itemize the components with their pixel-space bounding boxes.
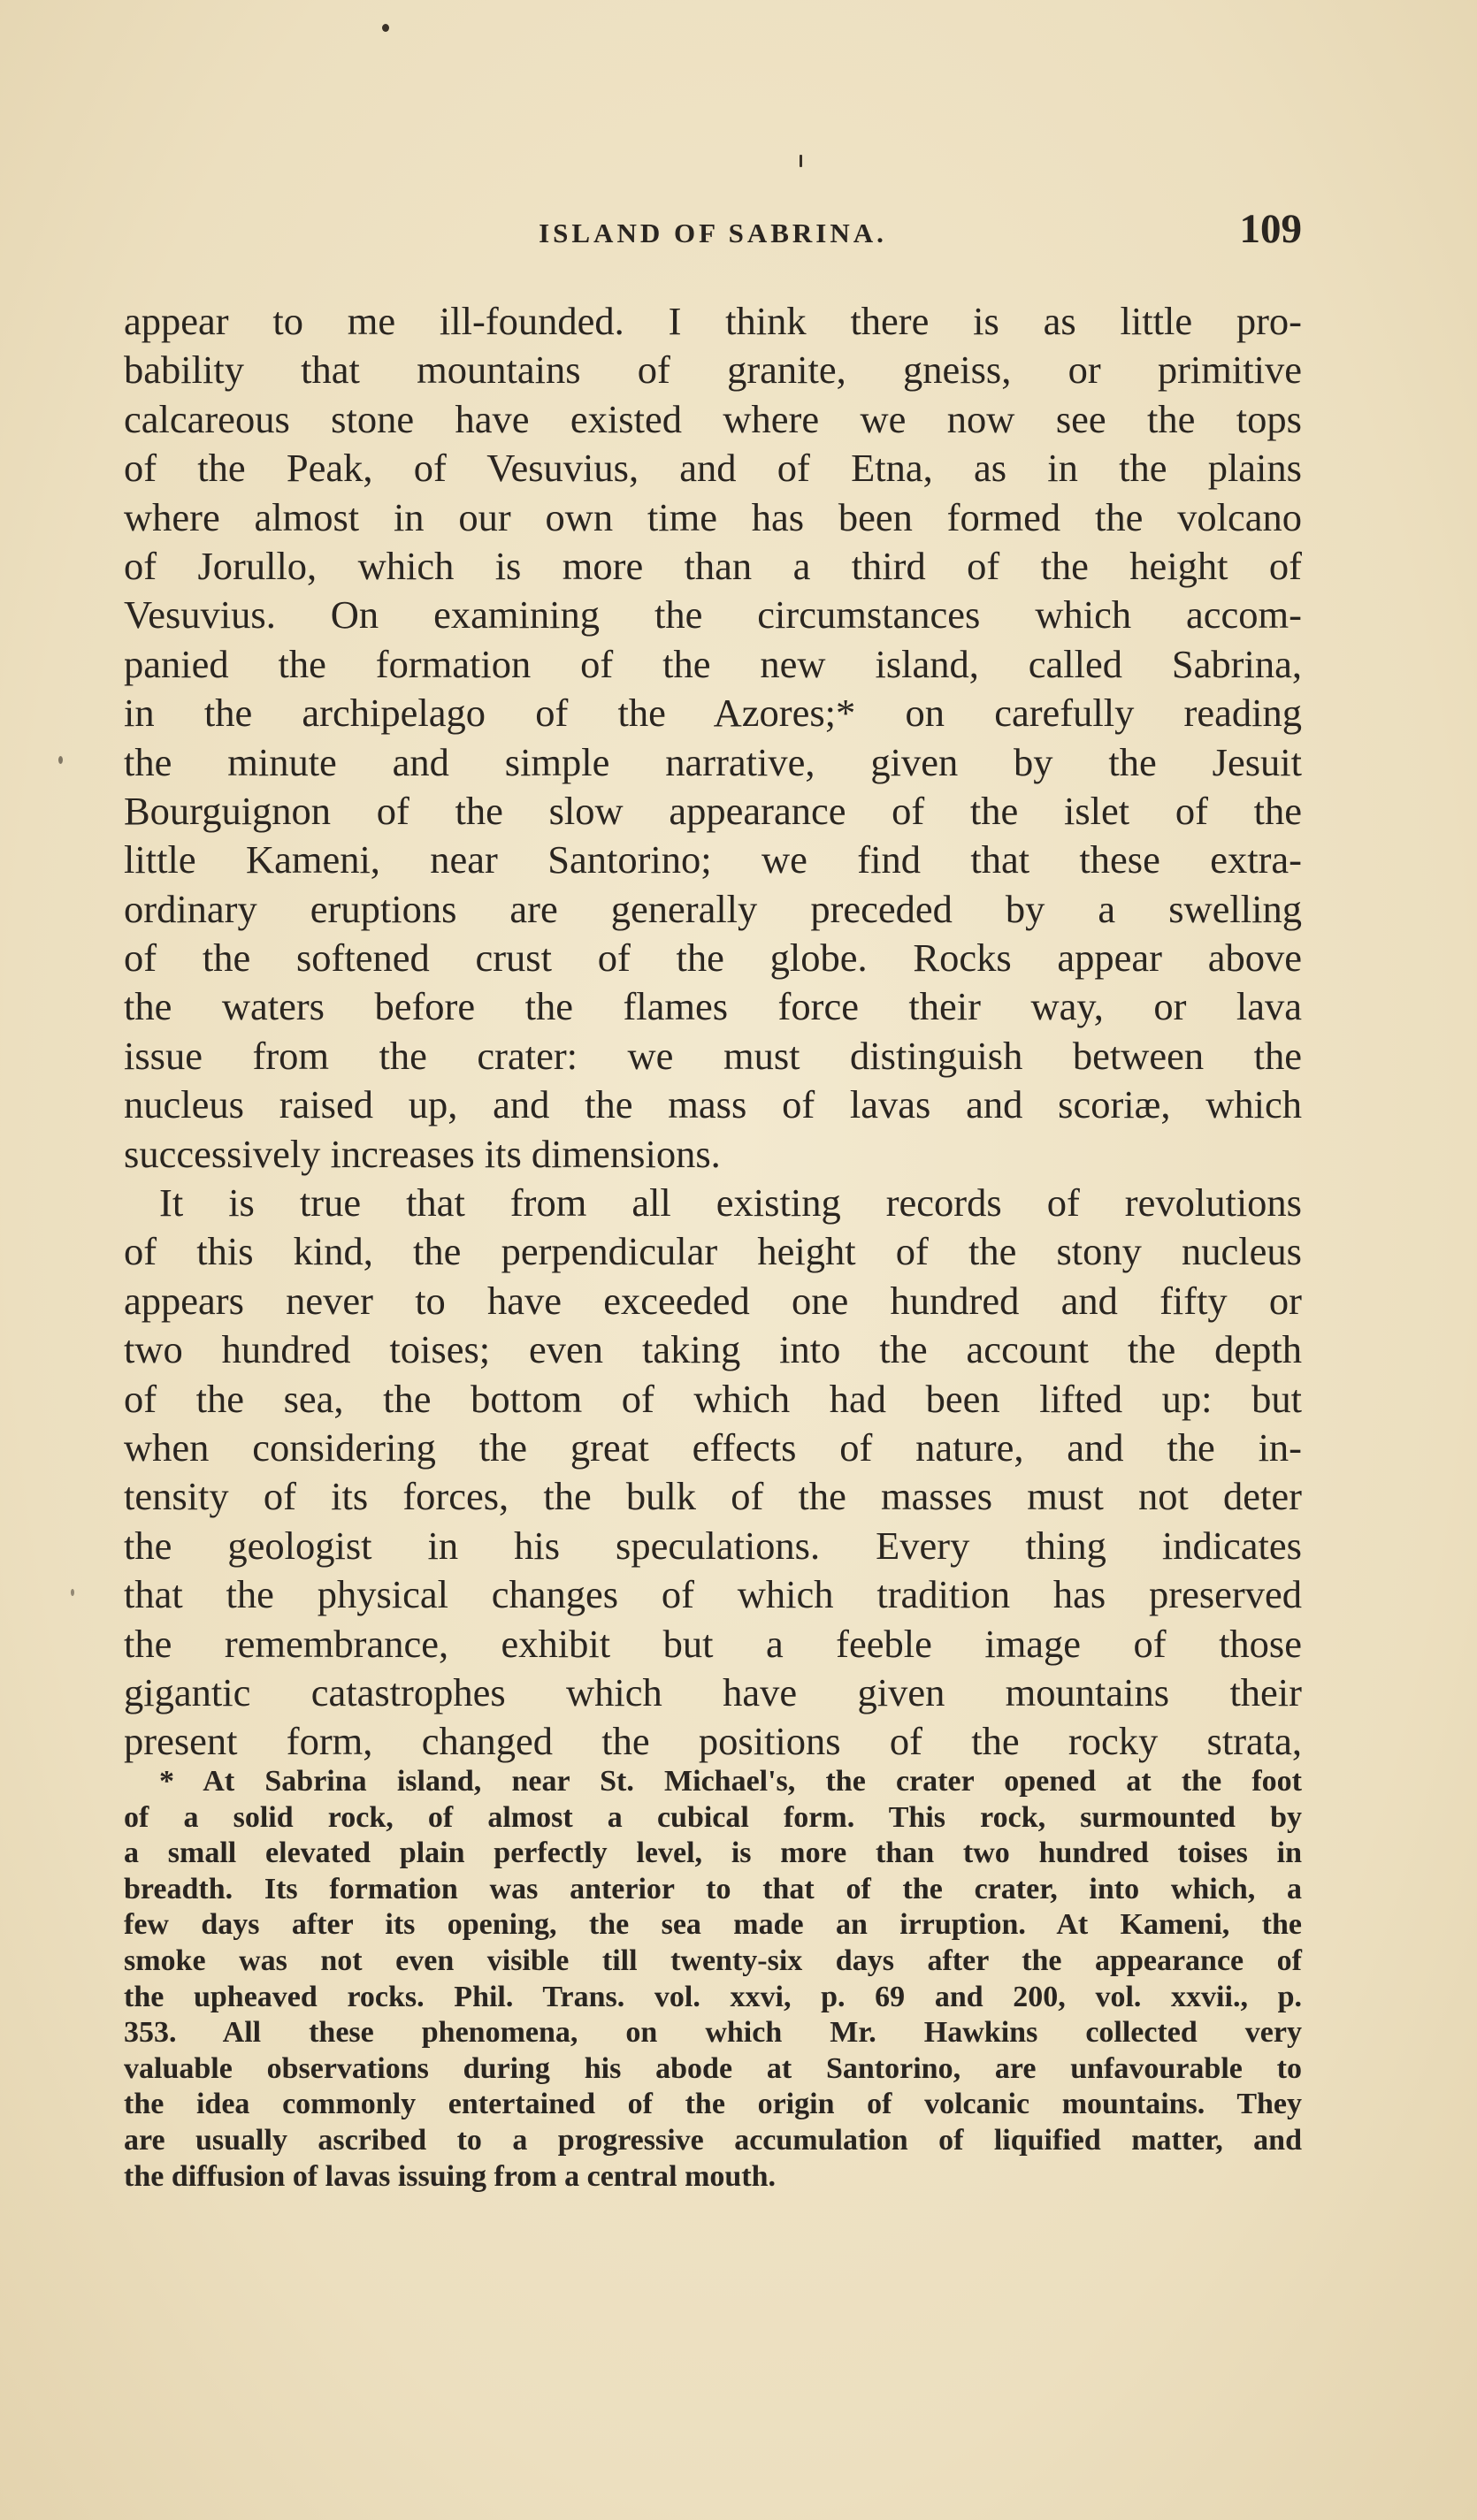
body-line: when considering the great effects of nature, and the in- (124, 1424, 1302, 1470)
body-line: that the physical changes of which tradition has preserved (124, 1572, 1302, 1617)
body-line: the remembrance, exhibit but a feeble image of those (124, 1621, 1302, 1666)
body-line: in the archipelago of the Azores;* on carefully reading (124, 691, 1302, 736)
body-line: panied the formation of the new island, called Sabrina, (124, 641, 1302, 686)
footnote-line: of a solid rock, of almost a cubical form. This rock, surmounted by (124, 1800, 1302, 1834)
body-line: of the softened crust of the globe. Rocks appear above (124, 935, 1302, 981)
body-line: two hundred toises; even taking into the account the depth (124, 1327, 1302, 1372)
ink-speck (58, 756, 63, 764)
footnote (124, 1764, 1302, 2195)
body-line: of the Peak, of Vesuvius, and of Etna, as in the plains (124, 446, 1302, 491)
footnote-line: are usually ascribed to a progressive accumulation of liquified matter, and (124, 2123, 1302, 2157)
body-line: the waters before the flames force their way, or lava (124, 984, 1302, 1029)
page-number: 109 (1239, 206, 1302, 252)
body-line: ordinary eruptions are generally preceded by a swelling (124, 886, 1302, 931)
footnote-line: the idea commonly entertained of the origin of volcanic mountains. They (124, 2088, 1302, 2121)
body-line: of this kind, the perpendicular height of the stony nucleus (124, 1229, 1302, 1274)
footnote-line: breadth. Its formation was anterior to that of the crater, into which, a (124, 1872, 1302, 1905)
ink-speck (71, 1589, 74, 1596)
body-line: present form, changed the positions of the rocky strata, (124, 1719, 1302, 1764)
body-line: appear to me ill-founded. I think there is as little pro- (124, 299, 1302, 343)
footnote-line: valuable observations during his abode at Santorino, are unfavourable to (124, 2051, 1302, 2085)
ink-speck (382, 24, 389, 32)
body-text (124, 297, 1302, 1767)
body-line: It is true that from all existing records of revolutions (159, 1180, 1302, 1226)
footnote-line: the upheaved rocks. Phil. Trans. vol. xxvi, p. 69 and 200, vol. xxvii., p. (124, 1980, 1302, 2013)
body-line: of the sea, the bottom of which had been lifted up: but (124, 1376, 1302, 1421)
body-line: successively increases its dimensions. (124, 1131, 721, 1176)
footnote-line: * At Sabrina island, near St. Michael's, the crater opened at the foot (159, 1765, 1302, 1798)
body-line: tensity of its forces, the bulk of the masses must not deter (124, 1474, 1302, 1519)
footnote-line: a small elevated plain perfectly level, is more than two hundred toises in (124, 1837, 1302, 1870)
footnote-line: few days after its opening, the sea made an irruption. At Kameni, the (124, 1908, 1302, 1942)
running-head: ISLAND OF SABRINA. (539, 218, 887, 248)
body-line: bability that mountains of granite, gneiss, or primitive (124, 347, 1302, 393)
body-line: little Kameni, near Santorino; we find that these extra- (124, 837, 1302, 882)
body-line: appears never to have exceeded one hundred and fifty or (124, 1278, 1302, 1323)
body-line: the geologist in his speculations. Every thing indicates (124, 1523, 1302, 1568)
body-line: nucleus raised up, and the mass of lavas and scoriæ, which (124, 1082, 1302, 1127)
body-line: calcareous stone have existed where we now see the tops (124, 396, 1302, 441)
body-line: where almost in our own time has been formed the volcano (124, 494, 1302, 539)
footnote-line: the diffusion of lavas issuing from a central mouth. (124, 2159, 777, 2193)
footnote-line: 353. All these phenomena, on which Mr. Hawkins collected very (124, 2016, 1302, 2050)
ink-speck (800, 155, 802, 167)
body-line: Vesuvius. On examining the circumstances which accom- (124, 592, 1302, 638)
body-line: Bourguignon of the slow appearance of the islet of the (124, 788, 1302, 833)
body-line: the minute and simple narrative, given by the Jesuit (124, 739, 1302, 784)
footnote-line: smoke was not even visible till twenty-six days after the appearance of (124, 1943, 1302, 1977)
body-line: issue from the crater: we must distinguish between the (124, 1033, 1302, 1078)
page-header (124, 205, 1302, 267)
body-line: gigantic catastrophes which have given mountains their (124, 1669, 1302, 1714)
body-line: of Jorullo, which is more than a third of the height of (124, 543, 1302, 588)
